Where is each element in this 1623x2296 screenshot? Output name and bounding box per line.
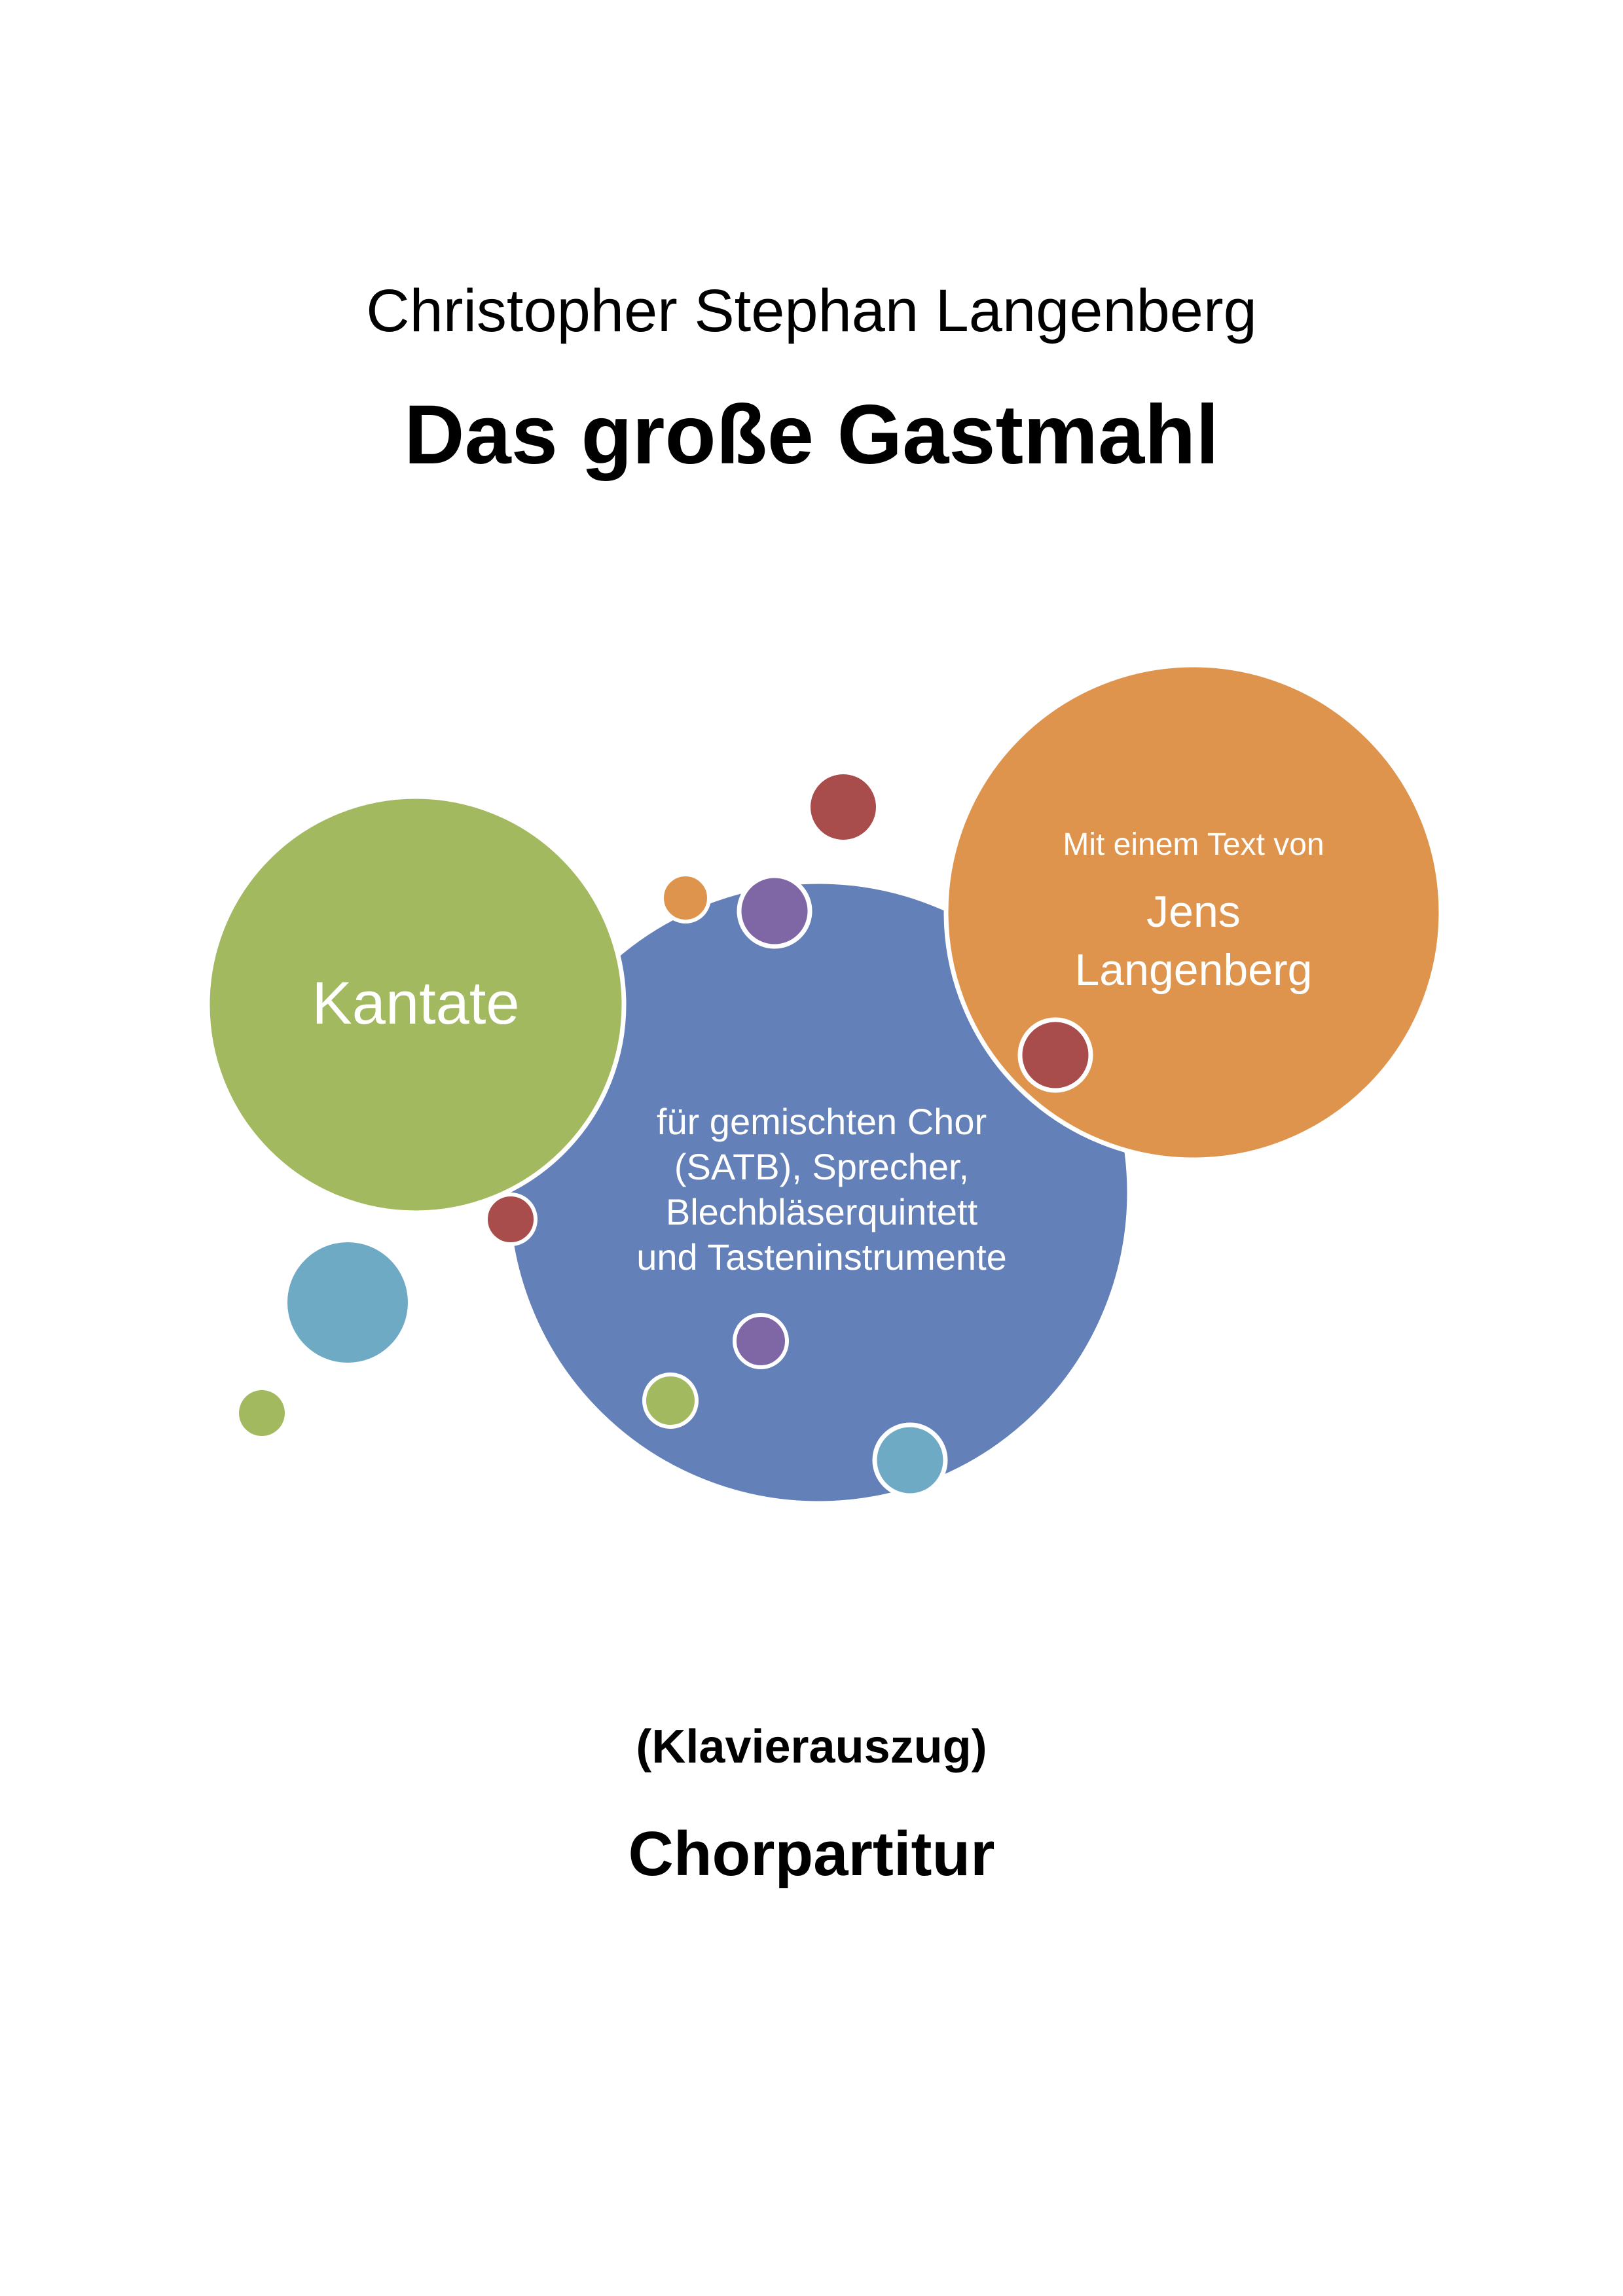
small-green-dot-lower (644, 1374, 697, 1427)
text-by-label: Mit einem Text von (1063, 827, 1324, 862)
small-red-dot-left (486, 1194, 536, 1244)
author-first-name: Jens (1146, 887, 1241, 937)
part-label: Chorpartitur (628, 1819, 995, 1889)
work-title: Das große Gastmahl (404, 388, 1219, 482)
small-teal-dot-bottom (875, 1425, 945, 1496)
scoring-line-4: und Tasteninstrumente (636, 1236, 1007, 1278)
scoring-line-1: für gemischten Chor (656, 1101, 987, 1142)
genre-label: Kantate (312, 970, 520, 1037)
author-last-name: Langenberg (1074, 945, 1313, 995)
scoring-line-3: Blechbläserquintett (665, 1191, 978, 1232)
small-red-dot-right (1020, 1020, 1091, 1090)
composer-name: Christopher Stephan Langenberg (366, 278, 1257, 344)
small-purple-dot-top (739, 876, 810, 946)
small-purple-dot-lower (735, 1315, 787, 1367)
small-teal-dot-large (287, 1242, 408, 1363)
small-green-dot (239, 1390, 285, 1436)
scoring-line-2: (SATB), Sprecher, (674, 1146, 970, 1187)
small-red-dot-top (811, 774, 876, 840)
small-orange-dot (662, 874, 709, 922)
edition-label: (Klavierauszug) (636, 1721, 987, 1773)
